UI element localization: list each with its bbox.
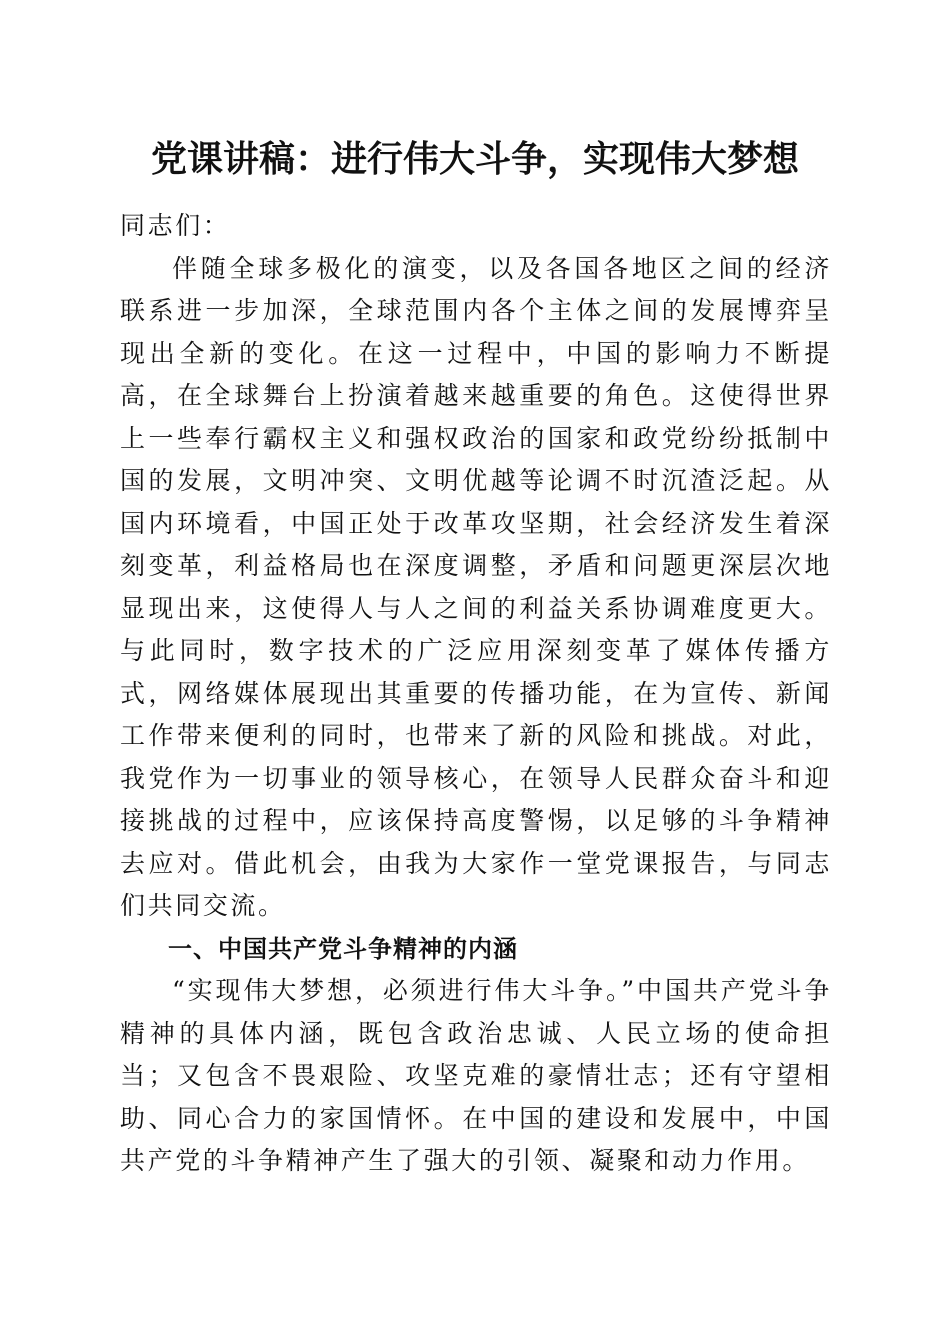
document-title: 党课讲稿：进行伟大斗争，实现伟大梦想 — [150, 138, 799, 180]
section-heading: 一、中国共产党斗争精神的内涵 — [168, 934, 518, 963]
greeting: 同志们： — [120, 211, 231, 240]
paragraph-intro: 伴随全球多极化的演变，以及各国各地区之间的经济联系进一步加深，全球范围内各个主体之间的发展博弈呈现出全新的变化。在这一过程中，中国的影响力不断提高，在全球舞台上扮演着越来越重要的角色。这使得世界上一些奉行霸权主义和强权政治的国家和政党纷纷抵制中国的发展，文明冲突、文明优越等论调不时沉渣泛起。从国内环境看，中国正处于改革攻坚期，社会经济发生着深刻变革，利益格局也在深度调整，矛盾和问题更深层次地显现出来，这使得人与人之间的利益关系协调难度更大。与此同时，数字技术的广泛应用深刻变革了媒体传播方式，网络媒体展现出其重要的传播功能，在为宣传、新闻工作带来便利的同时，也带来了新的风险和挑战。对此，我党作为一切事业的领导核心，在领导人民群众奋斗和迎接挑战的过程中，应该保持高度警惕，以足够的斗争精神去应对。借此机会，由我为大家作一堂党课报告，与同志们共同交流。 — [120, 253, 832, 920]
document-body — [120, 205, 832, 1183]
paragraph-section1: “实现伟大梦想，必须进行伟大斗争。”中国共产党斗争精神的具体内涵，既包含政治忠诚、人民立场的使命担当；又包含不畏艰险、攻坚克难的豪情壮志；还有守望相助、同心合力的家国情怀。在中国的建设和发展中，中国共产党的斗争精神产生了强大的引领、凝聚和动力作用。 — [120, 976, 832, 1175]
